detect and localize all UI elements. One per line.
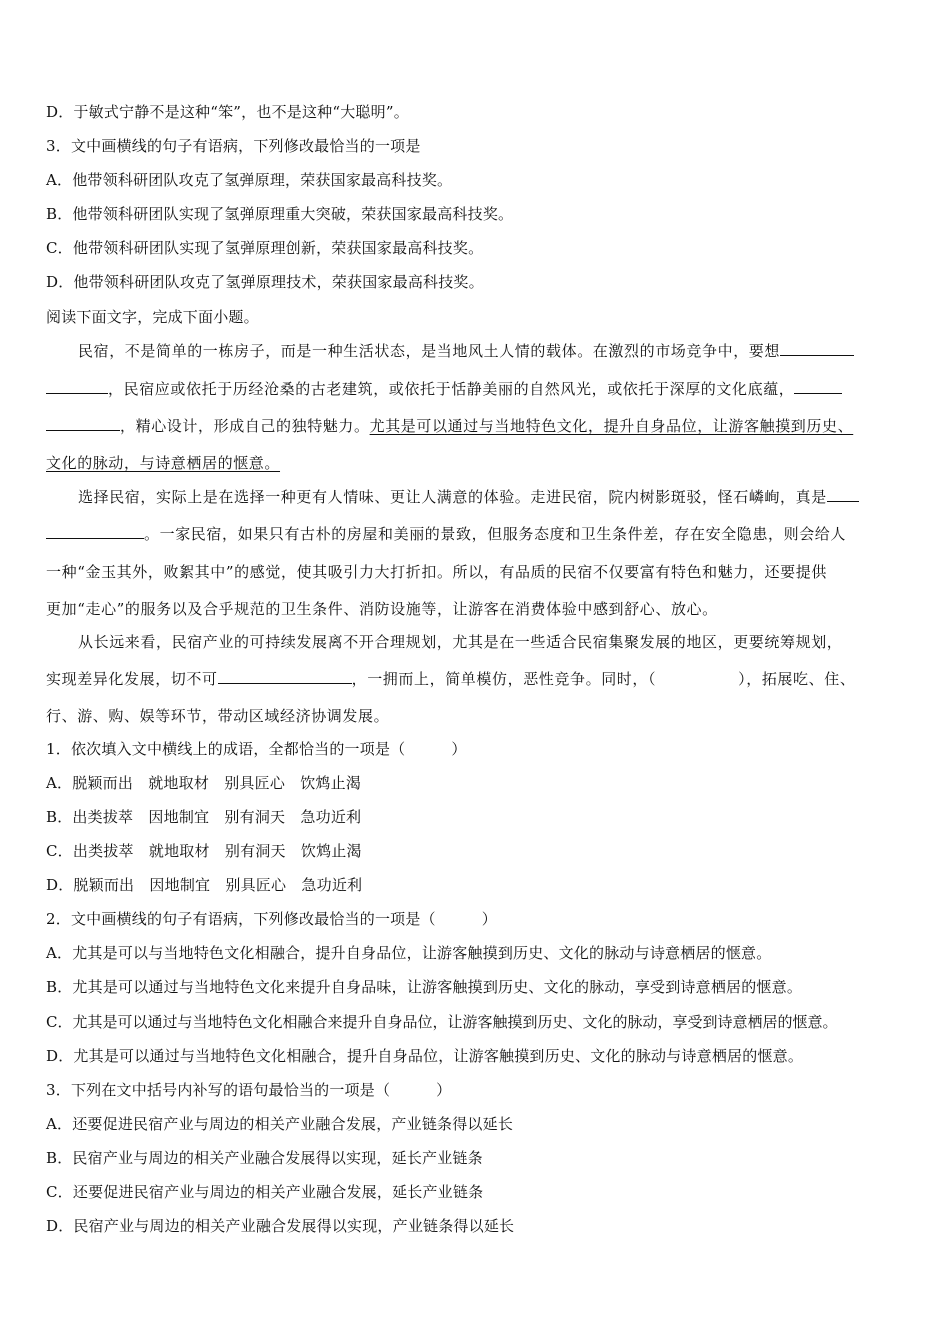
paren-close: ） — [436, 1081, 452, 1099]
question-2-option-c: C．尤其是可以通过与当地特色文化相融合来提升自身品位，让游客触摸到历史、文化的脉动，享受到诗意栖居的惬意。 — [46, 1013, 838, 1031]
question-1-option-d: D．脱颖而出 因地制宜 别具匠心 急功近利 — [46, 876, 363, 894]
blank-2 — [794, 379, 842, 394]
passage-text: ，一拥而上，简单模仿，恶性竞争。同时，（ — [351, 670, 657, 688]
passage-text: ，民宿应或依托于历经沧桑的古老建筑，或依托于恬静美丽的自然风光，或依托于深厚的文化底蕴， — [108, 380, 795, 398]
prev-q3-option-a: A．他带领科研团队攻克了氢弹原理，荣获国家最高科技奖。 — [46, 171, 453, 189]
passage-p3-line1: 从长远来看，民宿产业的可持续发展离不开合理规划，尤其是在一些适合民宿集聚发展的地区，更要统筹规划， — [78, 633, 843, 651]
question-1-option-a: A．脱颖而出 就地取材 别具匠心 饮鸩止渴 — [46, 774, 362, 792]
passage-p2-line3: 一种“金玉其外，败絮其中”的感觉，使其吸引力大打折扣。所以，有品质的民宿不仅要富有特色和魅力，还要提供 — [46, 563, 827, 581]
question-stem-text: 1．依次填入文中横线上的成语，全都恰当的一项是（ — [46, 740, 406, 758]
question-3-stem — [46, 1080, 451, 1100]
passage-text: ，精心设计，形成自己的独特魅力。 — [120, 417, 370, 435]
blank-1 — [780, 341, 854, 356]
question-stem-text: 3．下列在文中括号内补写的语句最恰当的一项是（ — [46, 1081, 391, 1099]
passage-p1-line3 — [46, 416, 853, 436]
passage-text: 。一家民宿，如果只有古朴的房屋和美丽的景致，但服务态度和卫生条件差，存在安全隐患，则会给人 — [144, 525, 847, 543]
question-2-option-d: D．尤其是可以通过与当地特色文化相融合，提升自身品位，让游客触摸到历史、文化的脉动与诗意栖居的惬意。 — [46, 1047, 804, 1065]
passage-p3-line2 — [46, 669, 855, 689]
prev-q3-option-d: D．他带领科研团队攻克了氢弹原理技术，荣获国家最高科技奖。 — [46, 273, 484, 291]
passage-p3-line3: 行、游、购、娱等环节，带动区域经济协调发展。 — [46, 707, 390, 725]
question-3-option-b: B．民宿产业与周边的相关产业融合发展得以实现，延长产业链条 — [46, 1149, 483, 1167]
passage-p1-line2 — [46, 379, 842, 399]
question-stem-text: 2．文中画横线的句子有语病，下列修改最恰当的一项是（ — [46, 910, 436, 928]
prev-q3-option-b: B．他带领科研团队实现了氢弹原理重大突破，荣获国家最高科技奖。 — [46, 205, 514, 223]
question-2-stem — [46, 909, 497, 929]
prev-q2-option-d: D．于敏式宁静不是这种“笨”，也不是这种“大聪明”。 — [46, 103, 409, 121]
passage-text: 民宿，不是简单的一栋房子，而是一种生活状态，是当地风土人情的载体。在激烈的市场竞争中，要想 — [78, 342, 781, 360]
question-1-option-b: B．出类拔萃 因地制宜 别有洞天 急功近利 — [46, 808, 362, 826]
reading-instruction: 阅读下面文字，完成下面小题。 — [46, 308, 259, 326]
blank-4 — [218, 669, 352, 684]
question-2-option-b: B．尤其是可以通过与当地特色文化来提升自身品味，让游客触摸到历史、文化的脉动，享受到诗意栖居的惬意。 — [46, 978, 803, 996]
question-3-option-c: C．还要促进民宿产业与周边的相关产业融合发展，延长产业链条 — [46, 1183, 484, 1201]
paren-close: ） — [451, 740, 467, 758]
passage-text: ），拓展吃、住、 — [738, 670, 856, 688]
question-2-option-a: A．尤其是可以与当地特色文化相融合，提升自身品位，让游客触摸到历史、文化的脉动与诗意栖居的惬意。 — [46, 944, 772, 962]
passage-text: 选择民宿，实际上是在选择一种更有人情味、更让人满意的体验。走进民宿，院内树影斑驳，怪石嶙峋，真是 — [78, 488, 827, 506]
passage-text: 实现差异化发展，切不可 — [46, 670, 218, 688]
passage-p2-line2 — [46, 524, 846, 544]
blank-1-cont — [46, 379, 108, 394]
question-1-option-c: C．出类拔萃 就地取材 别有洞天 饮鸩止渴 — [46, 842, 362, 860]
passage-p2-line1 — [78, 487, 859, 507]
question-1-stem — [46, 739, 467, 759]
blank-3 — [827, 487, 859, 502]
paren-close: ） — [481, 910, 497, 928]
question-3-option-a: A．还要促进民宿产业与周边的相关产业融合发展，产业链条得以延长 — [46, 1115, 514, 1133]
underlined-sentence: 尤其是可以通过与当地特色文化，提升自身品位，让游客触摸到历史、 — [369, 417, 854, 435]
passage-p2-line4: 更加“走心”的服务以及合乎规范的卫生条件、消防设施等，让游客在消费体验中感到舒心、放心。 — [46, 600, 718, 618]
question-3-option-d: D．民宿产业与周边的相关产业融合发展得以实现，产业链条得以延长 — [46, 1217, 515, 1235]
prev-q3-option-c: C．他带领科研团队实现了氢弹原理创新，荣获国家最高科技奖。 — [46, 239, 484, 257]
underlined-sentence-cont: 文化的脉动，与诗意栖居的惬意。 — [46, 454, 281, 472]
blank-3-cont — [46, 524, 144, 539]
prev-q3-stem: 3．文中画横线的句子有语病，下列修改最恰当的一项是 — [46, 137, 421, 155]
blank-2-cont — [46, 416, 120, 431]
passage-p1-line4 — [46, 453, 280, 473]
passage-p1-line1 — [78, 341, 854, 361]
